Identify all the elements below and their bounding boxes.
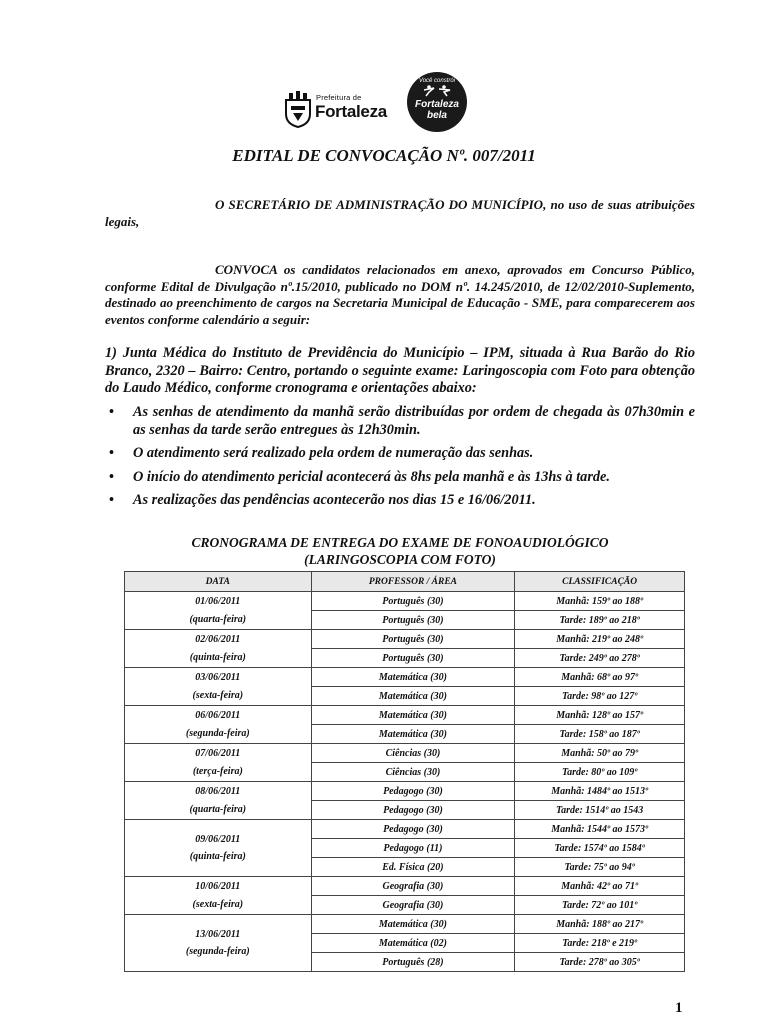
table-row: [125, 592, 685, 611]
date-cell: 06/06/2011: [125, 706, 312, 725]
classification-cell: Tarde: 80º ao 109º: [515, 763, 685, 782]
weekday-cell: (terça-feira): [125, 763, 312, 782]
table-header-row: [125, 572, 685, 592]
classification-cell: Tarde: 1574º ao 1584º: [515, 839, 685, 858]
area-cell: Pedagogo (30): [311, 782, 515, 801]
classification-cell: Tarde: 158º ao 187º: [515, 725, 685, 744]
classification-cell: Tarde: 189º ao 218º: [515, 611, 685, 630]
classification-cell: Manhã: 42º ao 71º: [515, 877, 685, 896]
weekday-cell: (sexta-feira): [125, 687, 312, 706]
fortaleza-bela-tagline: Você constrói: [418, 78, 456, 84]
table-row: [125, 744, 685, 763]
classification-cell: Manhã: 1544º ao 1573º: [515, 820, 685, 839]
table-row: [125, 801, 685, 820]
schedule-title: [0, 534, 768, 568]
fortaleza-bela-logo: [407, 72, 467, 132]
people-figures-icon: [423, 85, 451, 97]
list-item: [105, 404, 695, 439]
area-cell: Matemática (30): [311, 725, 515, 744]
classification-cell: Manhã: 68º ao 97º: [515, 668, 685, 687]
column-header-date: DATA: [125, 572, 312, 592]
date-cell: 01/06/2011: [125, 592, 312, 611]
area-cell: Matemática (30): [311, 668, 515, 687]
instructions-list: [105, 404, 695, 516]
classification-cell: Manhã: 50º ao 79º: [515, 744, 685, 763]
table-row: [125, 782, 685, 801]
column-header-classification: CLASSIFICAÇÃO: [515, 572, 685, 592]
schedule-table-body: [125, 592, 685, 972]
classification-cell: Manhã: 159º ao 188º: [515, 592, 685, 611]
weekday-cell: (quarta-feira): [125, 611, 312, 630]
table-row: [125, 820, 685, 839]
classification-cell: Tarde: 75º ao 94º: [515, 858, 685, 877]
date-cell: 03/06/2011: [125, 668, 312, 687]
area-cell: Matemática (30): [311, 915, 515, 934]
date-cell: [125, 820, 312, 877]
table-row: [125, 877, 685, 896]
area-cell: Português (30): [311, 592, 515, 611]
table-row: [125, 649, 685, 668]
area-cell: Português (30): [311, 611, 515, 630]
schedule-title-line1: CRONOGRAMA DE ENTREGA DO EXAME DE FONOAUDIOLÓGICO: [191, 535, 609, 550]
area-cell: Matemática (30): [311, 687, 515, 706]
schedule-title-line2: (LARINGOSCOPIA COM FOTO): [304, 552, 496, 567]
list-item-text: As senhas de atendimento da manhã serão distribuídas por ordem de chegada às 07h30min e as senhas da tarde serão entregues às 12h30min.: [133, 404, 695, 438]
coat-of-arms-icon: [283, 90, 313, 128]
area-cell: Português (28): [311, 953, 515, 972]
area-cell: Ed. Física (20): [311, 858, 515, 877]
classification-cell: Tarde: 1514º ao 1543: [515, 801, 685, 820]
table-row: [125, 706, 685, 725]
date-text: 13/06/2011: [195, 929, 241, 940]
area-cell: Pedagogo (11): [311, 839, 515, 858]
classification-cell: Manhã: 1484º ao 1513º: [515, 782, 685, 801]
classification-cell: Tarde: 249º ao 278º: [515, 649, 685, 668]
intro-paragraph: O SECRETÁRIO DE ADMINISTRAÇÃO DO MUNICÍPIO, no uso de suas atribuições legais,: [105, 197, 695, 229]
weekday-cell: (quinta-feira): [125, 649, 312, 668]
classification-cell: Tarde: 72º ao 101º: [515, 896, 685, 915]
table-row: [125, 687, 685, 706]
area-cell: Português (30): [311, 649, 515, 668]
list-item-text: O atendimento será realizado pela ordem de numeração das senhas.: [133, 445, 534, 461]
classification-cell: Manhã: 219º ao 248º: [515, 630, 685, 649]
list-item: [105, 445, 695, 463]
date-cell: 08/06/2011: [125, 782, 312, 801]
weekday-cell: (quarta-feira): [125, 801, 312, 820]
bullet-icon: •: [109, 404, 115, 420]
area-cell: Pedagogo (30): [311, 820, 515, 839]
bullet-icon: •: [109, 492, 115, 508]
area-cell: Ciências (30): [311, 763, 515, 782]
list-item-text: O início do atendimento pericial acontecerá às 8hs pela manhã e às 13hs à tarde.: [133, 468, 610, 485]
list-item: [105, 469, 695, 487]
table-row: [125, 763, 685, 782]
fortaleza-bela-line1: Fortaleza: [415, 99, 459, 110]
section-1-paragraph: 1) Junta Médica do Instituto de Previdência do Município – IPM, situada à Rua Barão do Rio Branco, 2320 – Bairro: Centro, portando o seguinte exame: Laringoscopia com Foto para obtenção do Laudo Médico, conforme cronograma e orientações abaixo:: [105, 345, 695, 396]
table-row: [125, 725, 685, 744]
schedule-table: [124, 571, 685, 972]
list-item-text: As realizações das pendências acontecerão nos dias 15 e 16/06/2011.: [133, 492, 536, 508]
page-number: 1: [675, 1000, 683, 1016]
classification-cell: Manhã: 188º ao 217º: [515, 915, 685, 934]
classification-cell: Tarde: 218º e 219º: [515, 934, 685, 953]
area-cell: Português (30): [311, 630, 515, 649]
weekday-text: (segunda-feira): [185, 946, 250, 957]
prefeitura-logo: [283, 90, 395, 130]
table-row: [125, 668, 685, 687]
weekday-cell: (sexta-feira): [125, 896, 312, 915]
date-text: 09/06/2011: [195, 834, 241, 845]
classification-cell: Manhã: 128º ao 157º: [515, 706, 685, 725]
bullet-icon: •: [109, 445, 115, 461]
classification-cell: Tarde: 278º ao 305º: [515, 953, 685, 972]
table-row: [125, 915, 685, 934]
prefeitura-small-text: Prefeitura de: [316, 93, 362, 102]
convoca-paragraph: CONVOCA os candidatos relacionados em anexo, aprovados em Concurso Público, conforme Edital de Divulgação nº.15/2010, publicado no DOM nº. 14.245/2010, de 12/02/2010-Suplemento, destinado ao preenchimento de cargos na Secretaria Municipal de Educação - SME, para comparecerem aos eventos conforme calendário a seguir:: [105, 262, 695, 327]
column-header-area: PROFESSOR / ÁREA: [311, 572, 515, 592]
date-cell: 07/06/2011: [125, 744, 312, 763]
area-cell: Pedagogo (30): [311, 801, 515, 820]
area-cell: Matemática (02): [311, 934, 515, 953]
bullet-icon: •: [109, 468, 115, 485]
area-cell: Geografia (30): [311, 877, 515, 896]
table-row: [125, 630, 685, 649]
list-item: [105, 492, 695, 510]
table-row: [125, 896, 685, 915]
area-cell: Ciências (30): [311, 744, 515, 763]
date-cell: 10/06/2011: [125, 877, 312, 896]
fortaleza-bela-line2: bela: [426, 110, 447, 121]
document-title: EDITAL DE CONVOCAÇÃO Nº. 007/2011: [232, 146, 536, 165]
area-cell: Geografia (30): [311, 896, 515, 915]
header-logos: [283, 72, 473, 132]
weekday-cell: (segunda-feira): [125, 725, 312, 744]
classification-cell: Tarde: 98º ao 127º: [515, 687, 685, 706]
date-cell: 02/06/2011: [125, 630, 312, 649]
date-cell: [125, 915, 312, 972]
weekday-text: (quinta-feira): [189, 851, 246, 862]
area-cell: Matemática (30): [311, 706, 515, 725]
table-row: [125, 611, 685, 630]
prefeitura-big-text: Fortaleza: [315, 102, 387, 121]
